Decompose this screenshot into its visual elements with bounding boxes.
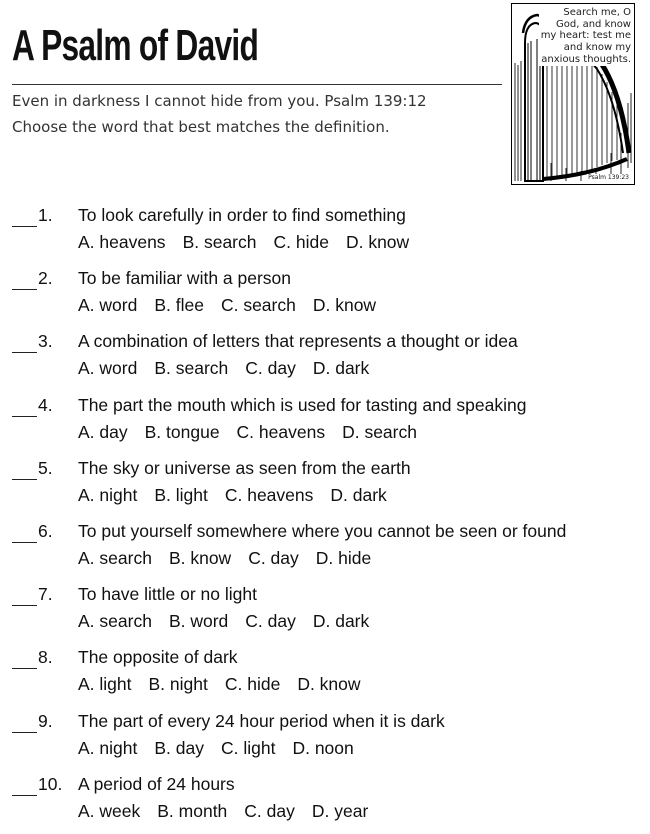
answer-option: A. night — [78, 484, 138, 505]
question-item — [0, 202, 650, 265]
answer-options — [78, 484, 404, 506]
answer-option: A. light — [78, 674, 132, 695]
answer-options — [78, 673, 378, 695]
answer-blank[interactable] — [12, 416, 37, 417]
question-number: 6. — [38, 520, 53, 541]
question-number: 7. — [38, 584, 53, 605]
answer-option: B. word — [168, 611, 229, 632]
question-definition: A period of 24 hours — [78, 773, 235, 794]
answer-blank[interactable] — [12, 605, 37, 606]
answer-option: C. search — [220, 295, 296, 316]
question-number: 4. — [38, 394, 53, 415]
question-item — [0, 392, 650, 455]
answer-option: D. search — [342, 421, 417, 442]
answer-option: C. day — [245, 358, 296, 379]
answer-options — [78, 610, 386, 632]
answer-option: A. heavens — [78, 232, 166, 252]
question-number: 9. — [38, 710, 53, 731]
answer-option: A. night — [78, 737, 138, 758]
page-title: A Psalm of David — [12, 21, 259, 70]
answer-option: D. year — [311, 800, 369, 821]
question-definition: The part of every 24 hour period when it is dark — [78, 710, 445, 731]
answer-option: B. search — [154, 358, 229, 379]
answer-options — [78, 231, 426, 253]
question-definition: To have little or no light — [78, 584, 257, 605]
answer-blank[interactable] — [12, 479, 37, 480]
answer-option: B. month — [157, 800, 228, 821]
answer-option: A. week — [78, 800, 141, 821]
answer-option: D. know — [297, 674, 361, 695]
question-item — [0, 518, 650, 581]
answer-option: C. day — [245, 611, 296, 632]
answer-blank[interactable] — [12, 352, 37, 353]
question-item — [0, 455, 650, 518]
question-definition: To look carefully in order to find something — [78, 205, 406, 225]
answer-options — [78, 547, 388, 569]
answer-blank[interactable] — [12, 289, 37, 290]
question-item — [0, 581, 650, 644]
question-number: 2. — [38, 268, 53, 289]
question-number: 1. — [38, 205, 53, 225]
question-list — [0, 202, 650, 834]
answer-option: B. search — [182, 232, 257, 252]
answer-option: B. day — [154, 737, 204, 758]
question-number: 8. — [38, 647, 53, 668]
answer-option: C. day — [244, 800, 295, 821]
answer-options — [78, 421, 434, 443]
question-definition: The sky or universe as seen from the earth — [78, 457, 411, 478]
quote-text: Search me, O God, and know my heart: test me and know my anxious thoughts. — [540, 7, 631, 65]
answer-option: D. hide — [315, 547, 372, 568]
answer-option: D. dark — [330, 484, 387, 505]
answer-option: B. know — [168, 547, 232, 568]
answer-option: D. know — [312, 295, 377, 316]
question-item — [0, 771, 650, 834]
answer-option: D. noon — [292, 737, 354, 758]
answer-blank[interactable] — [12, 542, 37, 543]
question-number: 3. — [38, 331, 53, 352]
answer-option: D. dark — [312, 358, 370, 379]
question-definition: To put yourself somewhere where you cannot be seen or found — [78, 520, 567, 541]
question-definition: To be familiar with a person — [78, 268, 292, 289]
answer-option: C. hide — [224, 674, 281, 695]
question-number: 10. — [38, 773, 63, 794]
question-item — [0, 328, 650, 391]
answer-option: A. search — [78, 611, 152, 632]
answer-option: D. dark — [312, 611, 370, 632]
answer-blank[interactable] — [12, 226, 37, 227]
quote-reference: Psalm 139:23 — [588, 174, 629, 181]
answer-options — [78, 800, 385, 822]
answer-option: C. hide — [273, 232, 329, 252]
question-definition: The opposite of dark — [78, 647, 238, 668]
answer-option: C. light — [220, 737, 276, 758]
answer-blank[interactable] — [12, 668, 37, 669]
question-item — [0, 265, 650, 328]
instructions-text: Choose the word that best matches the definition. — [12, 118, 390, 136]
answer-option: C. heavens — [224, 484, 314, 505]
answer-option: A. word — [78, 295, 138, 316]
answer-option: A. word — [78, 358, 138, 379]
harp-illustration — [511, 3, 635, 185]
answer-option: B. light — [154, 484, 208, 505]
answer-option: B. night — [148, 674, 208, 695]
question-item — [0, 644, 650, 707]
question-definition: The part the mouth which is used for tasting and speaking — [78, 394, 527, 415]
answer-option: C. heavens — [236, 421, 326, 442]
title-divider — [12, 84, 502, 85]
question-number: 5. — [38, 457, 53, 478]
answer-blank[interactable] — [12, 795, 37, 796]
answer-option: B. flee — [154, 295, 204, 316]
answer-option: A. day — [78, 421, 128, 442]
answer-options — [78, 357, 386, 379]
verse-text: Even in darkness I cannot hide from you. Psalm 139:12 — [12, 92, 427, 110]
answer-option: D. know — [345, 232, 410, 252]
answer-option: C. day — [248, 547, 299, 568]
answer-blank[interactable] — [12, 732, 37, 733]
question-item — [0, 708, 650, 771]
answer-option: B. tongue — [144, 421, 220, 442]
answer-options — [78, 294, 393, 316]
answer-options — [78, 737, 371, 759]
answer-option: A. search — [78, 547, 152, 568]
question-definition: A combination of letters that represents a thought or idea — [78, 331, 518, 352]
